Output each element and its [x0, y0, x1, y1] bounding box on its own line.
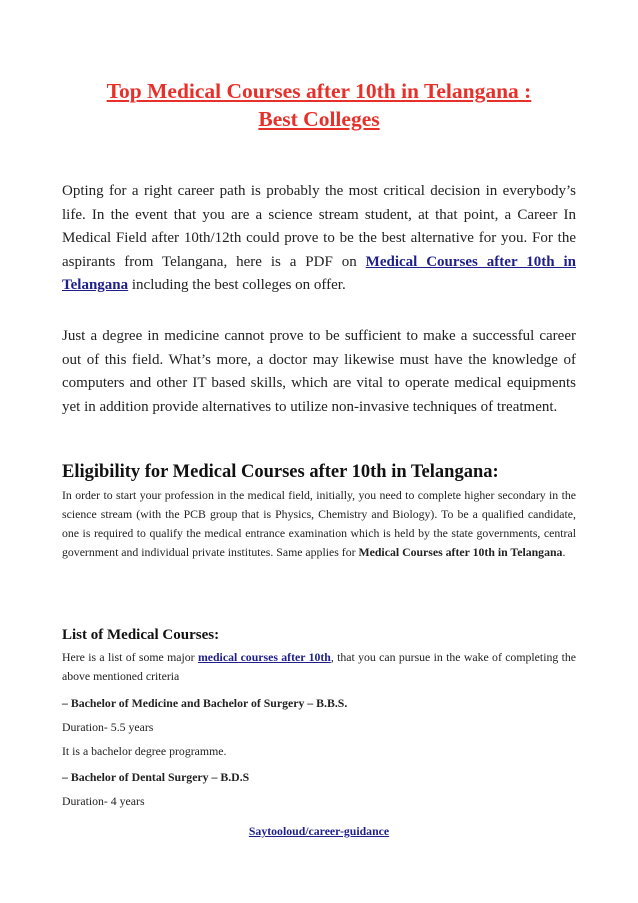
courses-heading: List of Medical Courses:	[62, 627, 220, 643]
intro-paragraph	[62, 180, 576, 298]
bds-title: – Bachelor of Dental Surgery – B.D.S	[62, 770, 250, 784]
intro-text-after: including the best colleges on offer.	[128, 277, 346, 293]
courses-intro	[62, 648, 576, 686]
courses-intro-before: Here is a list of some major	[62, 650, 198, 664]
title-line-1: Top Medical Courses after 10th in Telangana :	[106, 79, 532, 103]
eligibility-paragraph	[62, 486, 576, 562]
mbbs-note: It is a bachelor degree programme.	[62, 744, 227, 758]
medical-courses-telangana-link[interactable]: Medical Courses after 10th in Telangana	[62, 253, 576, 293]
mbbs-title: – Bachelor of Medicine and Bachelor of Surgery – B.B.S.	[62, 696, 348, 710]
medical-courses-after-10th-link[interactable]: medical courses after 10th	[197, 650, 331, 664]
page-title	[62, 77, 576, 133]
mbbs-duration: Duration- 5.5 years	[62, 720, 154, 734]
eligibility-end: .	[562, 545, 566, 559]
eligibility-text: In order to start your profession in the medical field, initially, you need to complete higher secondary in the science stream (with the PCB group that is Physics, Chemistry and Biology). To be a qualified candidate, one is required to qualify the medical entrance examination which is held by the state governments, central government and individual private institutes. Same applies for	[62, 488, 576, 559]
eligibility-bold-text: Medical Courses after 10th in Telangana	[358, 545, 563, 559]
title-line-2: Best Colleges	[258, 107, 380, 131]
courses-intro-after: , that you can pursue in the wake of completing the above mentioned criteria	[62, 650, 576, 683]
footer-link[interactable]: Saytooloud/career-guidance	[248, 824, 390, 838]
bds-duration: Duration- 4 years	[62, 794, 145, 808]
second-paragraph: Just a degree in medicine cannot prove to be sufficient to make a successful career out of this field. What’s more, a doctor may likewise must have the knowledge of computers and other IT based skills, which are vital to operate medical equipments yet in addition provide alternatives to utilize non-invasive techniques of treatment.	[62, 328, 576, 415]
intro-text-before: Opting for a right career path is probably the most critical decision in everybody’s life. In the event that you are a science stream student, at that point, a Career In Medical Field after 10th/12th could prove to be the best alternative for you. For the aspirants from Telangana, here is a PDF on	[62, 183, 576, 270]
eligibility-heading: Eligibility for Medical Courses after 10th in Telangana:	[62, 462, 499, 482]
